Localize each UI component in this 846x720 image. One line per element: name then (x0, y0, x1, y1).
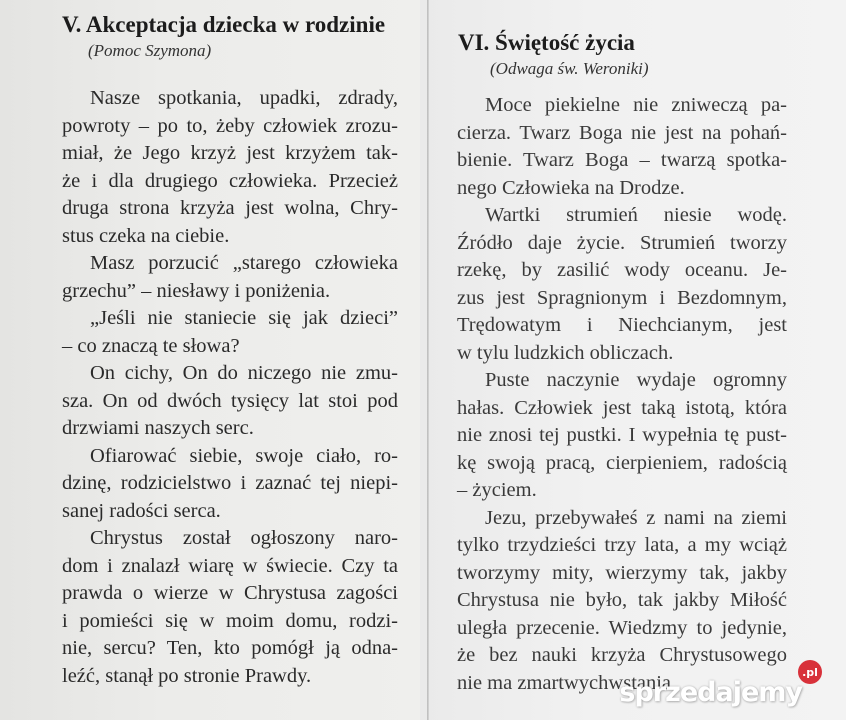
text-line: – życiem. (457, 479, 537, 501)
text-line: kę swoją pracą, cierpieniem, radością (457, 451, 787, 474)
text-line: druga strona krzyża jest wolna, Chry- (62, 197, 398, 219)
text-line: zus jest Spragnionym i Bezdomnym, (457, 286, 787, 309)
text-line: Trędowatym i Niechcianym, jest (457, 314, 787, 336)
text-line: sza. On od dwóch tysięcy lat stoi pod (62, 389, 398, 412)
left-page-heading: V. Akceptacja dziecka w rodzinie (62, 12, 386, 37)
text-line: Chrystus został ogłoszony naro- (90, 527, 398, 549)
left-page (0, 0, 420, 720)
right-page-body (457, 92, 787, 697)
left-page-subheading: (Pomoc Szymona) (88, 41, 212, 60)
text-line: bienie. Twarz Boga – twarzą spotka- (457, 149, 787, 171)
text-line: że i dla drugiego człowieka. Przecież (62, 169, 398, 192)
text-line: prawda o wierze w Chrystusa zagości (62, 582, 398, 604)
text-line: dom i znalazł wiarę w świecie. Czy ta (62, 554, 398, 577)
text-line: Chrystusa nie było, tak jakby Miłość (457, 589, 787, 611)
text-line: nego Człowieka na Drodze. (457, 176, 685, 199)
text-line: On cichy, On do niczego nie zmu- (90, 362, 398, 384)
text-line: Wartki strumień niesie wodę. (485, 204, 787, 226)
text-line: Masz porzucić „starego człowieka (90, 252, 398, 274)
text-line: nie ma zmartwychwstania. (457, 671, 677, 694)
text-line: Puste naczynie wydaje ogromny (485, 369, 787, 391)
text-line: leźć, stanął po stronie Prawdy. (62, 664, 312, 687)
text-line: dzinę, rodzicielstwo i zaznać tej niepi- (62, 472, 398, 494)
text-line: hałas. Człowiek jest taką istotą, która (457, 396, 787, 419)
text-line: drzwiami naszych serc. (62, 417, 254, 439)
text-line: tylko trzydzieści trzy lata, a my wciąż (457, 534, 787, 556)
text-line: że bez nauki krzyża Chrystusowego (457, 644, 787, 666)
watermark-badge-icon: .pl (798, 660, 822, 684)
right-page-subheading: (Odwaga św. Weroniki) (490, 59, 649, 78)
text-line: Moce piekielne nie zniweczą pa- (485, 94, 787, 116)
watermark-logo: sprzedajemy (619, 677, 802, 708)
text-line: w tylu ludzkich obliczach. (457, 341, 674, 364)
page-gutter (427, 0, 429, 720)
text-line: Ofiarować siebie, swoje ciało, ro- (90, 444, 398, 467)
text-line: nie, sercu? Ten, kto pomógł ją odna- (62, 637, 398, 659)
text-line: rzekę, by zasilić wody oceanu. Je- (457, 259, 787, 281)
text-line: grzechu” – niesławy i poniżenia. (62, 279, 331, 302)
left-page-body (62, 85, 398, 690)
text-line: uległa przecenie. Wiedzmy to jedynie, (457, 616, 787, 639)
text-line: – co znaczą te słowa? (62, 334, 240, 357)
text-line: miał, że Jego krzyż jest krzyżem tak- (62, 142, 398, 164)
text-line: Nasze spotkania, upadki, zdrady, (90, 87, 398, 109)
text-line: tworzymy mity, wierzymy tak, jakby (457, 561, 787, 584)
text-line: Jezu, przebywałeś z nami na ziemi (485, 506, 787, 529)
text-line: „Jeśli nie staniecie się jak dzieci” (90, 307, 398, 329)
right-page-heading: VI. Świętość życia (458, 30, 635, 55)
text-line: cierza. Twarz Boga nie jest na pohań- (457, 121, 787, 144)
text-line: sanej radości serca. (62, 499, 221, 522)
text-line: i pomieści się w moim domu, rodzi- (62, 609, 398, 632)
text-line: stus czeka na ciebie. (62, 224, 230, 247)
text-line: nie znosi tej pustki. I wypełnia tę pust- (457, 424, 787, 446)
text-line: powroty – po to, żeby człowiek zrozu- (62, 114, 398, 137)
text-line: Źródło daje życie. Strumień tworzy (457, 231, 787, 254)
